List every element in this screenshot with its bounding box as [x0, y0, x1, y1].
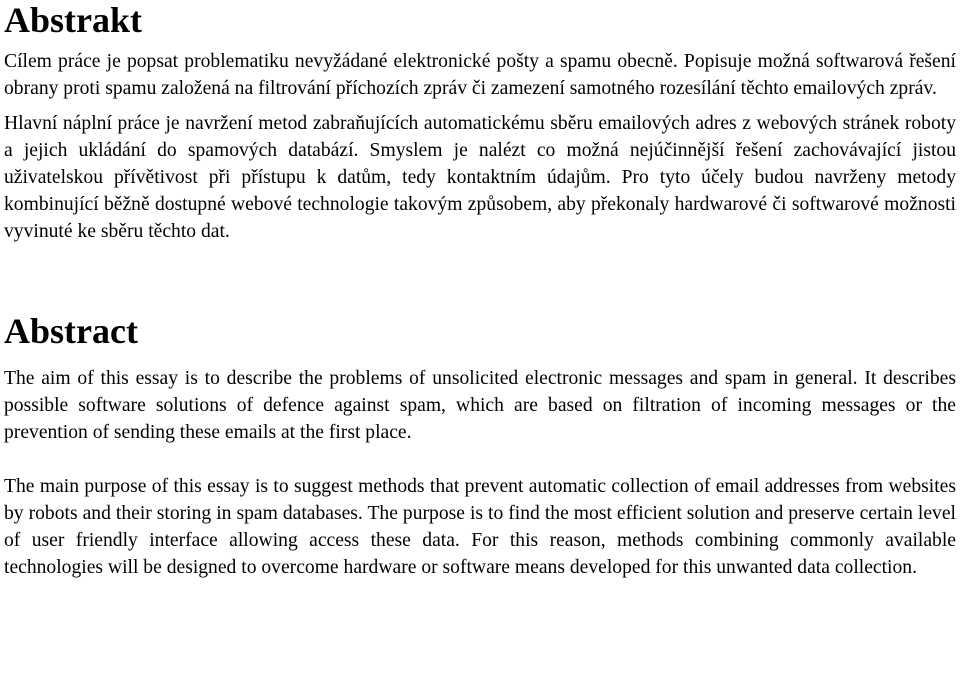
english-abstract-paragraph-2: The main purpose of this essay is to suggest methods that prevent automatic collection of email addresses from websites by robots and their storing in spam databases. The purpose is to find the most efficient solution and preserve certain level of user friendly interface allowing access these data. For this reason, methods combining commonly available technologies will be designed to overcome hardware or software means developed for this unwanted data collection.: [4, 476, 956, 578]
english-abstract-paragraph-1: The aim of this essay is to describe the problems of unsolicited electronic messages and spam in general. It describes possible software solutions of defence against spam, which are based on filtration of incoming messages or the prevention of sending these emails at the first place.: [4, 368, 956, 443]
czech-abstract-heading: Abstrakt: [4, 0, 143, 40]
czech-abstract-paragraph-2: Hlavní náplní práce je navržení metod zabraňujících automatickému sběru emailových adres z webových stránek roboty a jejich ukládání do spamových databází. Smyslem je nalézt co možná nejúčinnější řešení zachovávající jistou uživatelskou přívětivost při přístupu k datům, tedy kontaktním údajům. Pro tyto účely budou navrženy metody kombinující běžně dostupné webové technologie takovým způsobem, aby překonaly hardwarové či softwarové možnosti vyvinuté ke sběru těchto dat.: [4, 113, 956, 242]
czech-abstract-section: [4, 0, 956, 245]
czech-abstract-paragraph-1: Cílem práce je popsat problematiku nevyžádané elektronické pošty a spamu obecně. Popisuje možná softwarová řešení obrany proti spamu založená na filtrování příchozích zpráv či zamezení samotného rozesílání těchto emailových zpráv.: [4, 51, 956, 99]
english-abstract-section: [4, 313, 956, 581]
english-abstract-heading: Abstract: [4, 311, 138, 351]
